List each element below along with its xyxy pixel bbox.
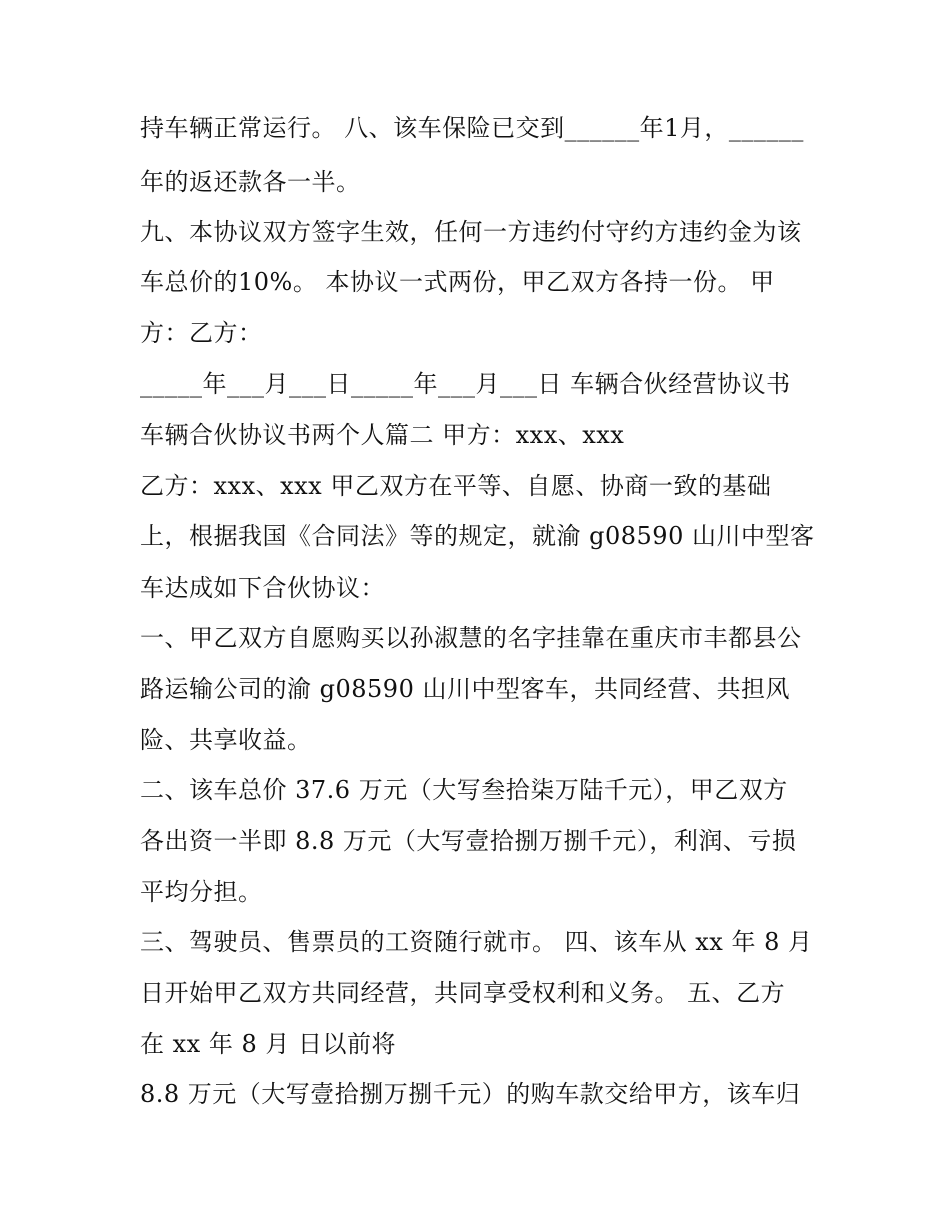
text-line: 二、该车总价 37.6 万元（大写叁拾柒万陆千元），甲乙双方 [140,776,788,804]
text-line: 日开始甲乙双方共同经营，共同享受权利和义务。 五、乙方 [140,979,786,1007]
text-line: 方：乙方： [140,319,263,347]
text-line: 在 xx 年 8 月 日以前将 [140,1030,396,1058]
text-line: 车总价的10%。 本协议一式两份，甲乙双方各持一份。 甲 [140,268,775,296]
text-line: 8.8 万元（大写壹拾捌万捌千元）的购车款交给甲方，该车归 [140,1080,801,1108]
text-line: 九、本协议双方签字生效，任何一方违约付守约方违约金为该 [140,218,802,246]
text-line: 一、甲乙双方自愿购买以孙淑慧的名字挂靠在重庆市丰都县公 [140,624,802,652]
text-line: 乙方：xxx、xxx 甲乙双方在平等、自愿、协商一致的基础 [140,472,772,500]
text-line: 险、共享收益。 [140,726,312,754]
text-line: 平均分担。 [140,878,263,906]
text-line: 车辆合伙协议书两个人篇二 甲方：xxx、xxx [140,421,625,449]
text-line: 上，根据我国《合同法》等的规定，就渝 g08590 山川中型客 [140,522,815,550]
text-line: 路运输公司的渝 g08590 山川中型客车，共同经营、共担风 [140,675,790,703]
text-line: _____年___月___日_____年___月___日 车辆合伙经营协议书 [140,370,791,398]
text-line: 三、驾驶员、售票员的工资随行就市。 四、该车从 xx 年 8 月 [140,928,813,956]
text-line: 持车辆正常运行。 八、该车保险已交到______年1月，______ [140,114,804,142]
text-line: 年的返还款各一半。 [140,168,361,196]
text-line: 各出资一半即 8.8 万元（大写壹拾捌万捌千元），利润、亏损 [140,827,797,855]
text-line: 车达成如下合伙协议： [140,574,385,602]
